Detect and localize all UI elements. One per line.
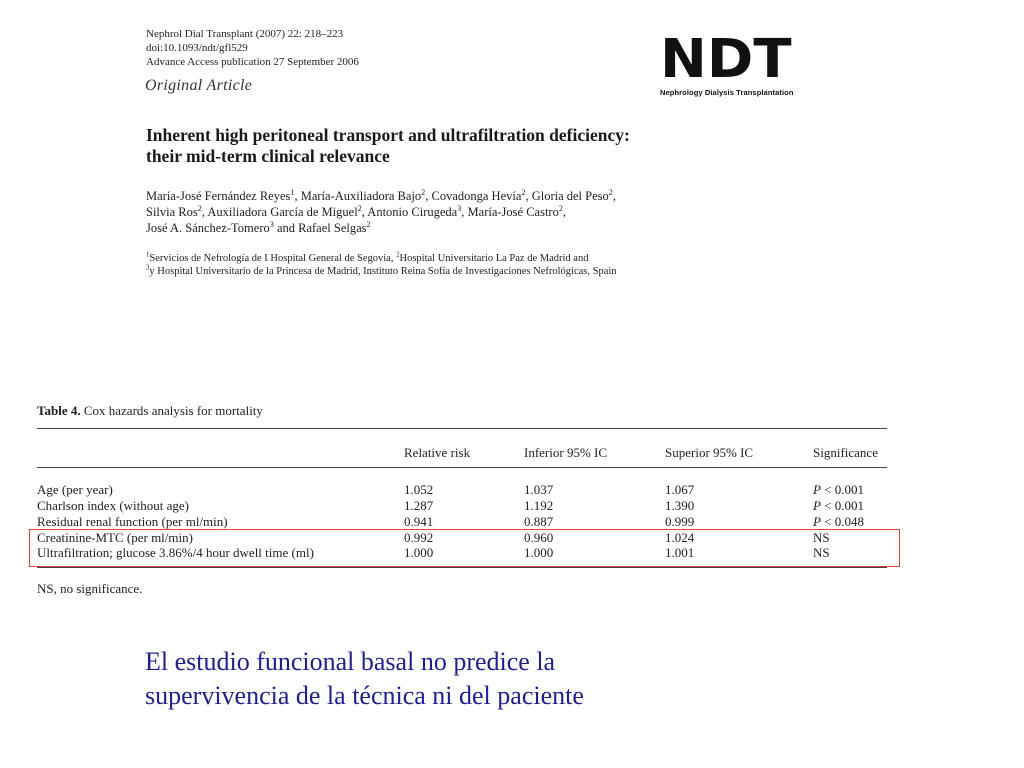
journal-logo [660, 28, 800, 97]
table-cell-inf: 0.960 [524, 530, 554, 545]
affil-sup-2: 2 [396, 251, 400, 259]
logo-letter: T [753, 28, 790, 91]
table-cell-rr: 1.052 [404, 482, 434, 497]
p-value-symbol: P [813, 482, 821, 497]
table-cell-rr: 1.000 [404, 545, 434, 560]
column-header-inferior-ic: Inferior 95% IC [524, 445, 608, 460]
p-value-symbol: P [813, 498, 821, 513]
author-separator: , [612, 189, 616, 203]
author-separator: , [562, 205, 567, 219]
table-cell-inf: 1.192 [524, 498, 554, 513]
author-name: Auxiliadora García de Miguel [207, 205, 358, 219]
author-affiliation-sup: 2 [366, 219, 371, 229]
author-name: Covadonga Hevía [431, 189, 522, 203]
article-title-line2: their mid-term clinical relevance [146, 146, 390, 166]
table-cell-label: Ultrafiltration; glucose 3.86%/4 hour dwell time (ml) [37, 545, 314, 560]
table-cell-sig: NS [813, 530, 830, 545]
table-cell-label: Age (per year) [37, 482, 113, 497]
p-value-symbol: P [813, 514, 821, 529]
author-separator: , [201, 205, 208, 219]
table-cell-rr: 0.941 [404, 514, 434, 529]
table-caption-text: Cox hazards analysis for mortality [83, 403, 263, 418]
column-header-relative-risk: Relative risk [404, 445, 471, 460]
affil-line1a: Servicios de Nefrología de I Hospital General de Segovia, [149, 253, 397, 264]
table-cell-sig: P < 0.048 [813, 514, 865, 529]
table-cell-inf: 1.000 [524, 545, 554, 560]
table-cell-sup: 0.999 [665, 514, 695, 529]
article-title [146, 125, 630, 167]
article-type: Original Article [145, 77, 253, 94]
author-name: José A. Sánchez-Tomero [146, 221, 270, 235]
author-affiliation-sup: 2 [608, 187, 613, 197]
table-cell-label: Creatinine-MTC (per ml/min) [37, 530, 193, 545]
logo-letter: D [706, 28, 752, 91]
journal-citation: Nephrol Dial Transplant (2007) 22: 218–223 [146, 28, 344, 40]
author-name: María-José Castro [467, 205, 559, 219]
table-label: Table 4. [37, 403, 81, 418]
column-header-superior-ic: Superior 95% IC [665, 445, 754, 460]
author-affiliation-sup: 3 [269, 219, 274, 229]
conclusion-line1: El estudio funcional basal no predice la [145, 647, 556, 676]
journal-doi: doi:10.1093/ndt/gfl529 [146, 42, 248, 54]
table-cell-inf: 1.037 [524, 482, 554, 497]
table-cell-sig: P < 0.001 [813, 498, 865, 513]
table-cell-sup: 1.390 [665, 498, 695, 513]
table-cell-rr: 1.287 [404, 498, 434, 513]
author-separator: , [461, 205, 468, 219]
author-separator: , [525, 189, 532, 203]
logo-letter: N [660, 28, 705, 91]
author-affiliation-sup: 2 [357, 203, 362, 213]
journal-meta [146, 27, 359, 69]
author-separator: and [273, 221, 299, 235]
table-bottom-rule [37, 567, 887, 568]
table-cell-label: Charlson index (without age) [37, 498, 189, 513]
author-name: Rafael Selgas [298, 221, 367, 235]
logo-caption: Nephrology Dialysis Transplantation [660, 88, 794, 97]
logo-letters [660, 28, 800, 91]
author-list [146, 188, 616, 236]
table-cell-sig: P < 0.001 [813, 482, 865, 497]
affil-sup-1: 1 [146, 251, 150, 259]
article-title-line1: Inherent high peritoneal transport and ultrafiltration deficiency: [146, 125, 630, 145]
journal-access-date: Advance Access publication 27 September 2006 [146, 56, 359, 68]
author-affiliation-sup: 3 [457, 203, 462, 213]
author-affiliation-sup: 2 [197, 203, 202, 213]
author-name: María-Auxiliadora Bajo [300, 189, 422, 203]
author-separator: , [425, 189, 432, 203]
table-cell-sup: 1.067 [665, 482, 695, 497]
conclusion-line2: supervivencia de la técnica ni del paciente [145, 681, 584, 710]
highlight-box [29, 529, 900, 567]
table-cell-sig: NS [813, 545, 830, 560]
column-header-significance: Significance [813, 445, 878, 460]
author-separator: , [294, 189, 301, 203]
affil-line2: y Hospital Universitario de la Princesa de Madrid, Instituto Reina Sofía de Investigaciones Nefrológicas, Spain [149, 266, 617, 277]
table-cell-sup: 1.024 [665, 530, 695, 545]
table-cell-inf: 0.887 [524, 514, 554, 529]
affil-sup-3: 3 [146, 264, 150, 272]
author-affiliation-sup: 1 [290, 187, 295, 197]
table-top-rule [37, 428, 887, 429]
author-affiliation-sup: 2 [558, 203, 563, 213]
author-name: Gloria del Peso [531, 189, 609, 203]
table-footnote: NS, no significance. [37, 581, 143, 596]
affiliations [146, 252, 617, 278]
author-name: Antonio Cirugeda [367, 205, 458, 219]
table-cell-sup: 1.001 [665, 545, 695, 560]
table-cell-label: Residual renal function (per ml/min) [37, 514, 228, 529]
author-separator: , [361, 205, 368, 219]
slide-conclusion [145, 645, 584, 713]
author-affiliation-sup: 2 [421, 187, 426, 197]
author-name: María-José Fernández Reyes [146, 189, 291, 203]
table-cell-rr: 0.992 [404, 530, 434, 545]
author-affiliation-sup: 2 [521, 187, 526, 197]
table-caption [37, 403, 263, 419]
affil-line1b: Hospital Universitario La Paz de Madrid and [399, 253, 589, 264]
table-header-rule [37, 467, 887, 468]
author-name: Silvia Ros [146, 205, 198, 219]
